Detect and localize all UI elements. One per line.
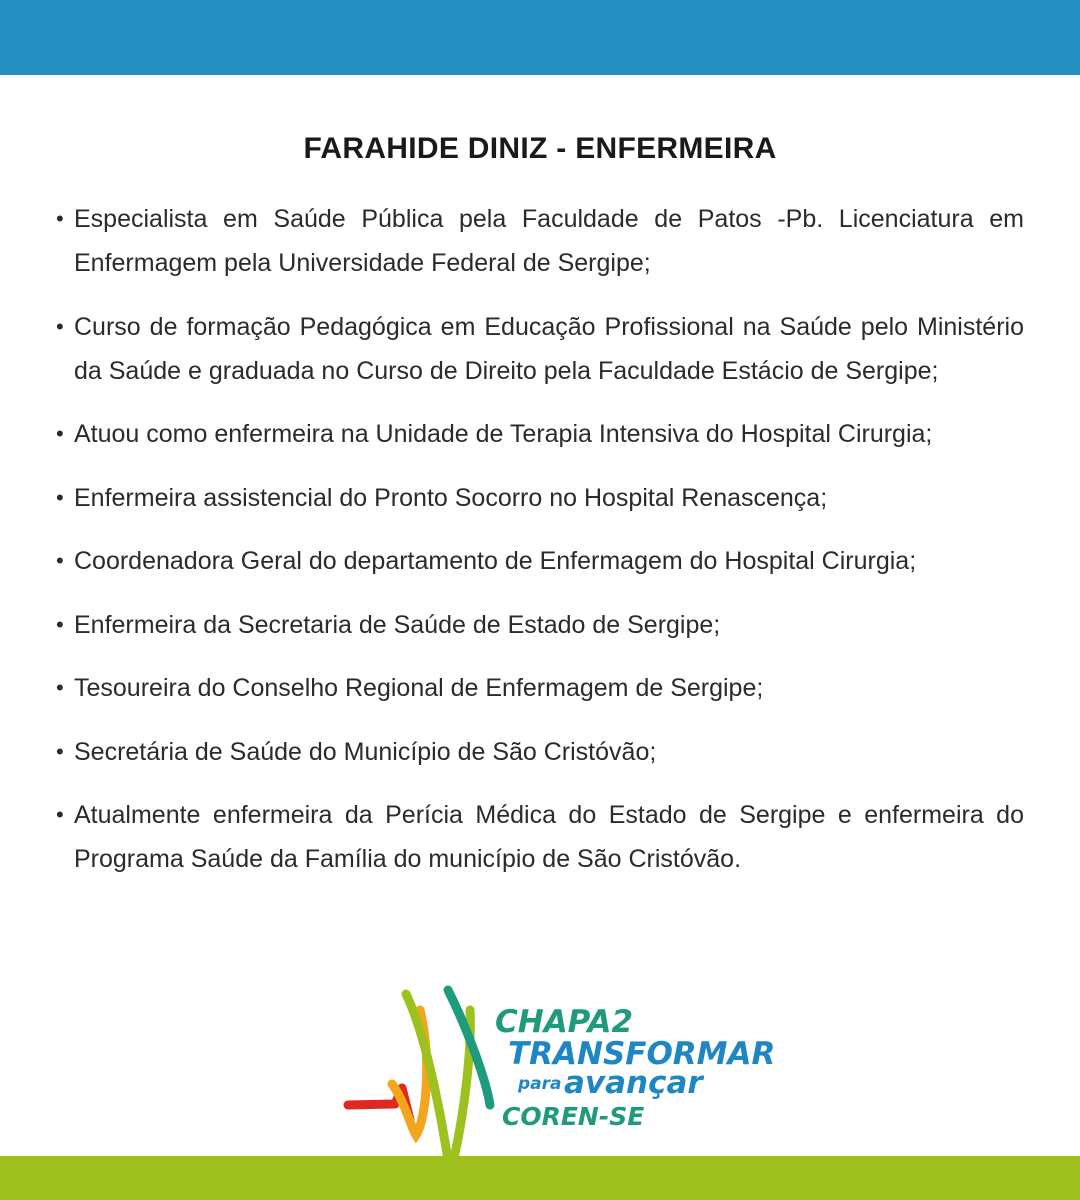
bullet: •: [56, 313, 64, 339]
list-item: [56, 793, 1024, 881]
chapa2-logo: [340, 980, 776, 1200]
page-title: FARAHIDE DINIZ - ENFERMEIRA: [303, 132, 777, 165]
bio-list: [56, 197, 1024, 901]
list-item: [56, 730, 1024, 774]
top-banner: [0, 0, 1080, 75]
logo-line-avancar: avançar: [564, 1065, 703, 1101]
list-item-text: Especialista em Saúde Pública pela Faculdade de Patos -Pb. Licenciatura em Enfermagem pela Universidade Federal de Sergipe;: [74, 205, 1024, 277]
bullet: •: [56, 802, 64, 827]
list-item: [56, 539, 1024, 583]
logo-line-chapa2: CHAPA2: [495, 1004, 634, 1040]
bullet: •: [56, 738, 64, 764]
list-item: [56, 603, 1024, 647]
list-item-text: Enfermeira da Secretaria de Saúde de Estado de Sergipe;: [74, 610, 721, 639]
list-item: [56, 666, 1024, 710]
list-item-text: Secretária de Saúde do Município de São Cristóvão;: [74, 737, 657, 766]
bullet: •: [56, 421, 64, 446]
list-item-text: Atualmente enfermeira da Perícia Médica do Estado de Sergipe e enfermeira do Programa Saúde da Família do município de São Cristóvão.: [74, 801, 1024, 873]
list-item: [56, 197, 1024, 285]
logo-line-transformar: TRANSFORMAR: [508, 1036, 776, 1072]
logo-line-coren-se: COREN-SE: [502, 1102, 645, 1131]
list-item: [56, 412, 1024, 456]
list-item-text: Tesoureira do Conselho Regional de Enfermagem de Sergipe;: [74, 674, 764, 702]
logo-line-para: para: [518, 1074, 562, 1094]
bullet: •: [56, 548, 64, 573]
list-item: [56, 305, 1024, 393]
list-item-text: Enfermeira assistencial do Pronto Socorro no Hospital Renascença;: [74, 483, 828, 512]
bullet: •: [56, 206, 64, 231]
bullet: •: [56, 484, 64, 510]
list-item-text: Atuou como enfermeira na Unidade de Terapia Intensiva do Hospital Cirurgia;: [74, 420, 933, 448]
bullet: •: [56, 675, 64, 700]
list-item-text: Curso de formação Pedagógica em Educação Profissional na Saúde pelo Ministério da Saúde e graduada no Curso de Direito pela Faculdade Estácio de Sergipe;: [74, 312, 1024, 385]
list-item: [56, 476, 1024, 520]
bullet: •: [56, 611, 64, 637]
list-item-text: Coordenadora Geral do departamento de Enfermagem do Hospital Cirurgia;: [74, 547, 917, 575]
